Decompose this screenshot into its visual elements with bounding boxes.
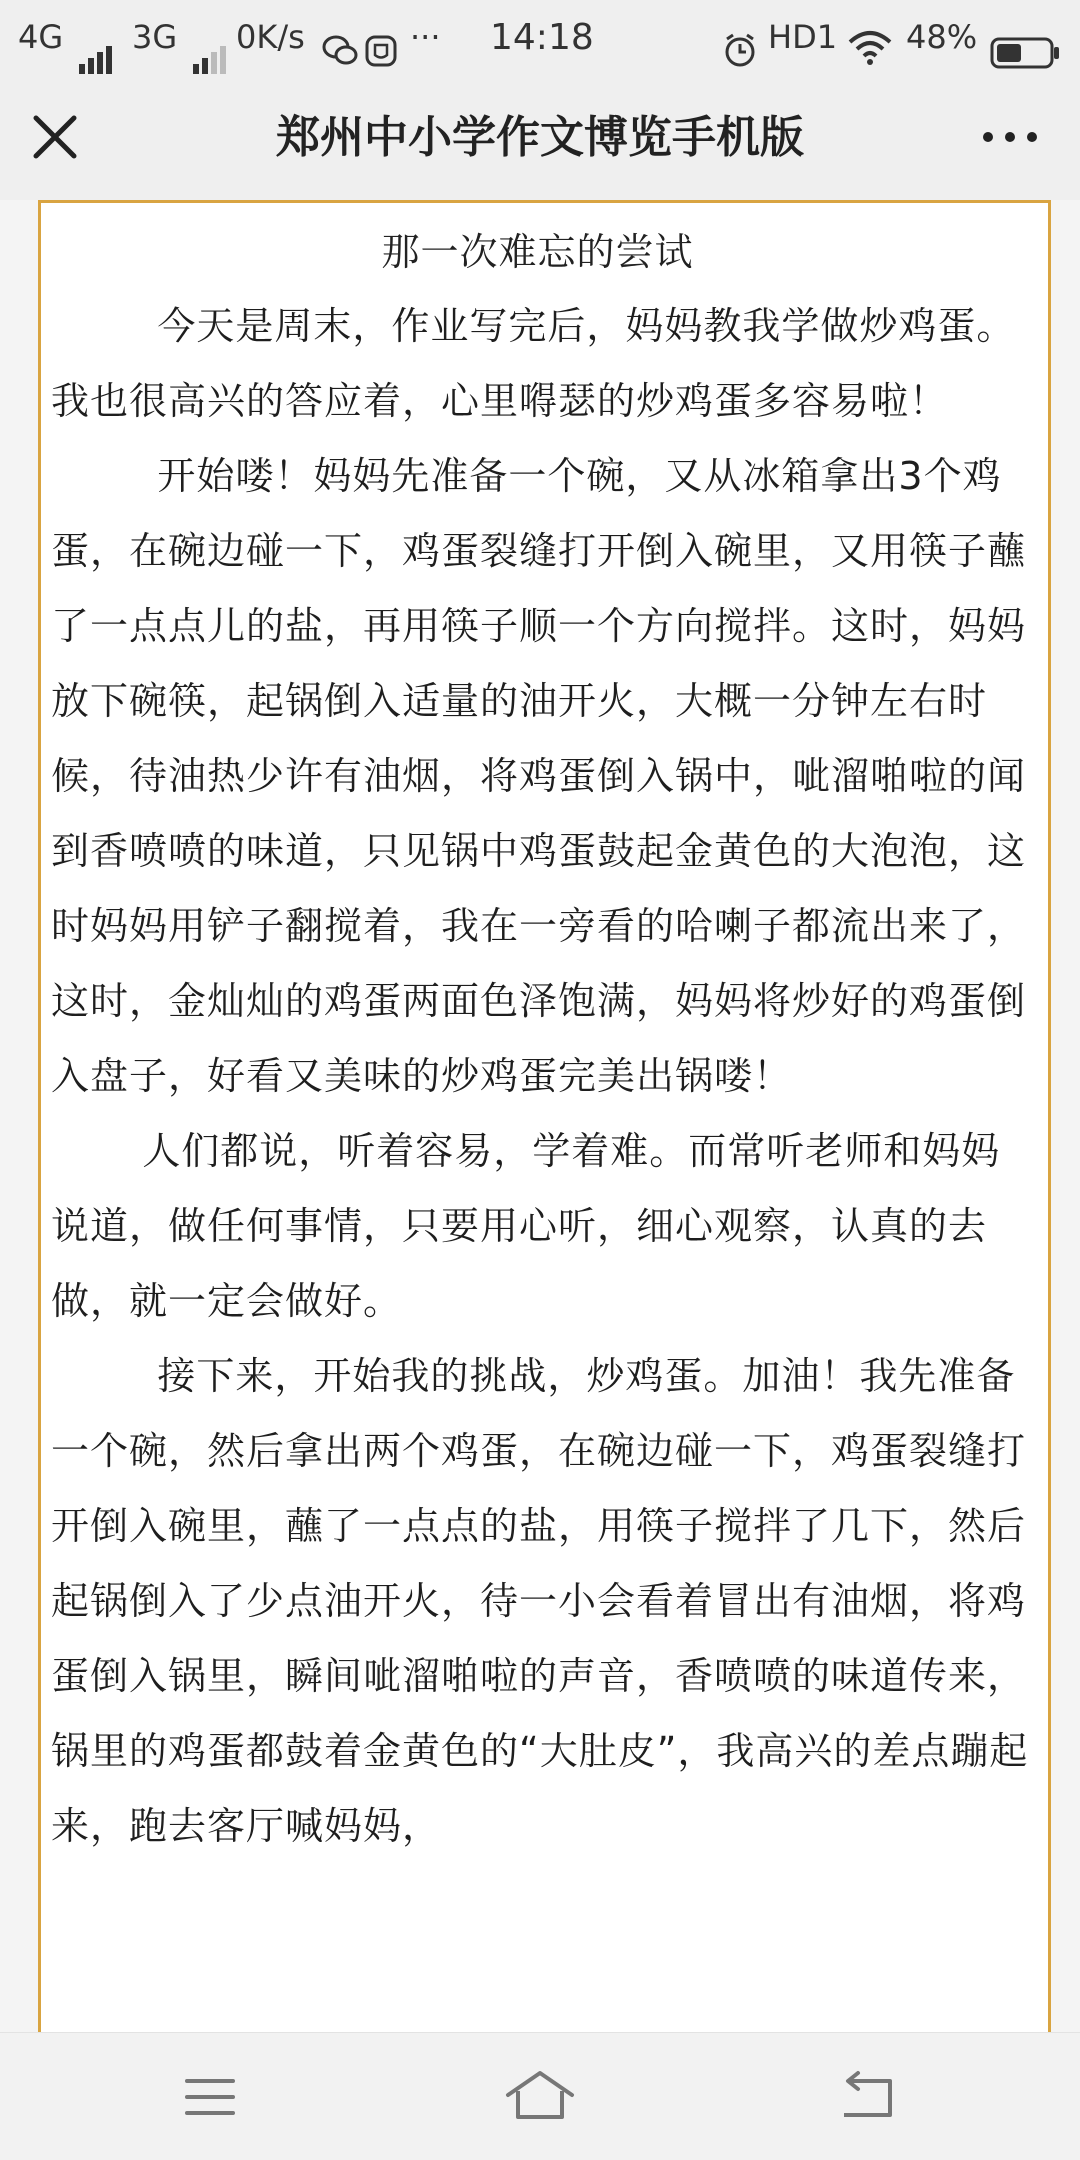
- content-area[interactable]: [0, 200, 1080, 2032]
- shield-icon: [364, 20, 398, 56]
- network-4g-indicator: [18, 0, 115, 75]
- title-bar: [0, 75, 1080, 201]
- essay-title: 那一次难忘的尝试: [381, 230, 694, 274]
- back-button[interactable]: [810, 2057, 930, 2137]
- status-bar: [0, 0, 1080, 75]
- close-icon: [20, 97, 90, 177]
- close-button[interactable]: [20, 97, 90, 177]
- essay-body: [51, 289, 1036, 1864]
- network-3g-label: 3G: [132, 18, 178, 56]
- network-4g-label: 4G: [18, 18, 64, 56]
- essay-container: [38, 200, 1051, 2032]
- bottom-navigation-bar: [0, 2032, 1080, 2160]
- wifi-icon: [848, 18, 892, 58]
- signal-icon: [79, 0, 115, 74]
- more-icon: [970, 97, 1050, 177]
- essay-paragraph: 今天是周末，作业写完后，妈妈教我学做炒鸡蛋。我也很高兴的答应着，心里嘚瑟的炒鸡蛋多容易啦！: [51, 304, 1016, 423]
- more-button[interactable]: [970, 97, 1050, 177]
- overflow-indicator: ···: [410, 18, 441, 56]
- hd-indicator: HD1: [768, 18, 838, 56]
- essay-paragraph: 接下来，开始我的挑战，炒鸡蛋。加油！我先准备一个碗，然后拿出两个鸡蛋，在碗边碰一下，鸡蛋裂缝打开倒入碗里，蘸了一点点的盐，用筷子搅拌了几下，然后起锅倒入了少点油开火，待一小会看着冒出有油烟，将鸡蛋倒入锅里，瞬间呲溜啪啦的声音，香喷喷的味道传来，锅里的鸡蛋都鼓着金黄色的“大肚皮”，我高兴的差点蹦起来，跑去客厅喊妈妈，: [51, 1354, 1029, 1848]
- page-title: 郑州中小学作文博览手机版: [276, 112, 804, 163]
- alarm-icon: [722, 20, 758, 56]
- wechat-icon: [322, 20, 358, 56]
- essay-paragraph: 开始喽！妈妈先准备一个碗，又从冰箱拿出3个鸡蛋，在碗边碰一下，鸡蛋裂缝打开倒入碗里，又用筷子蘸了一点点儿的盐，再用筷子顺一个方向搅拌。这时，妈妈放下碗筷，起锅倒入适量的油开火，大概一分钟左右时候，待油热少许有油烟，将鸡蛋倒入锅中，呲溜啪啦的闻到香喷喷的味道，只见锅中鸡蛋鼓起金黄色的大泡泡，这时妈妈用铲子翻搅着，我在一旁看的哈喇子都流出来了，这时，金灿灿的鸡蛋两面色泽饱满，妈妈将炒好的鸡蛋倒入盘子，好看又美味的炒鸡蛋完美出锅喽！: [51, 454, 1027, 1098]
- battery-icon: [990, 22, 1062, 56]
- home-button[interactable]: [480, 2057, 600, 2137]
- battery-percent: 48%: [906, 18, 978, 56]
- home-icon: [480, 2057, 600, 2137]
- menu-button[interactable]: [150, 2057, 270, 2137]
- signal-icon: [193, 0, 229, 74]
- network-3g-indicator: [132, 0, 229, 75]
- essay-paragraph: 人们都说，听着容易，学着难。而常听老师和妈妈说道，做任何事情，只要用心听，细心观察，认真的去做，就一定会做好。: [51, 1129, 1001, 1323]
- back-icon: [810, 2057, 930, 2137]
- network-speed: 0K/s: [236, 18, 305, 56]
- status-time: 14:18: [490, 17, 594, 58]
- menu-icon: [150, 2057, 270, 2137]
